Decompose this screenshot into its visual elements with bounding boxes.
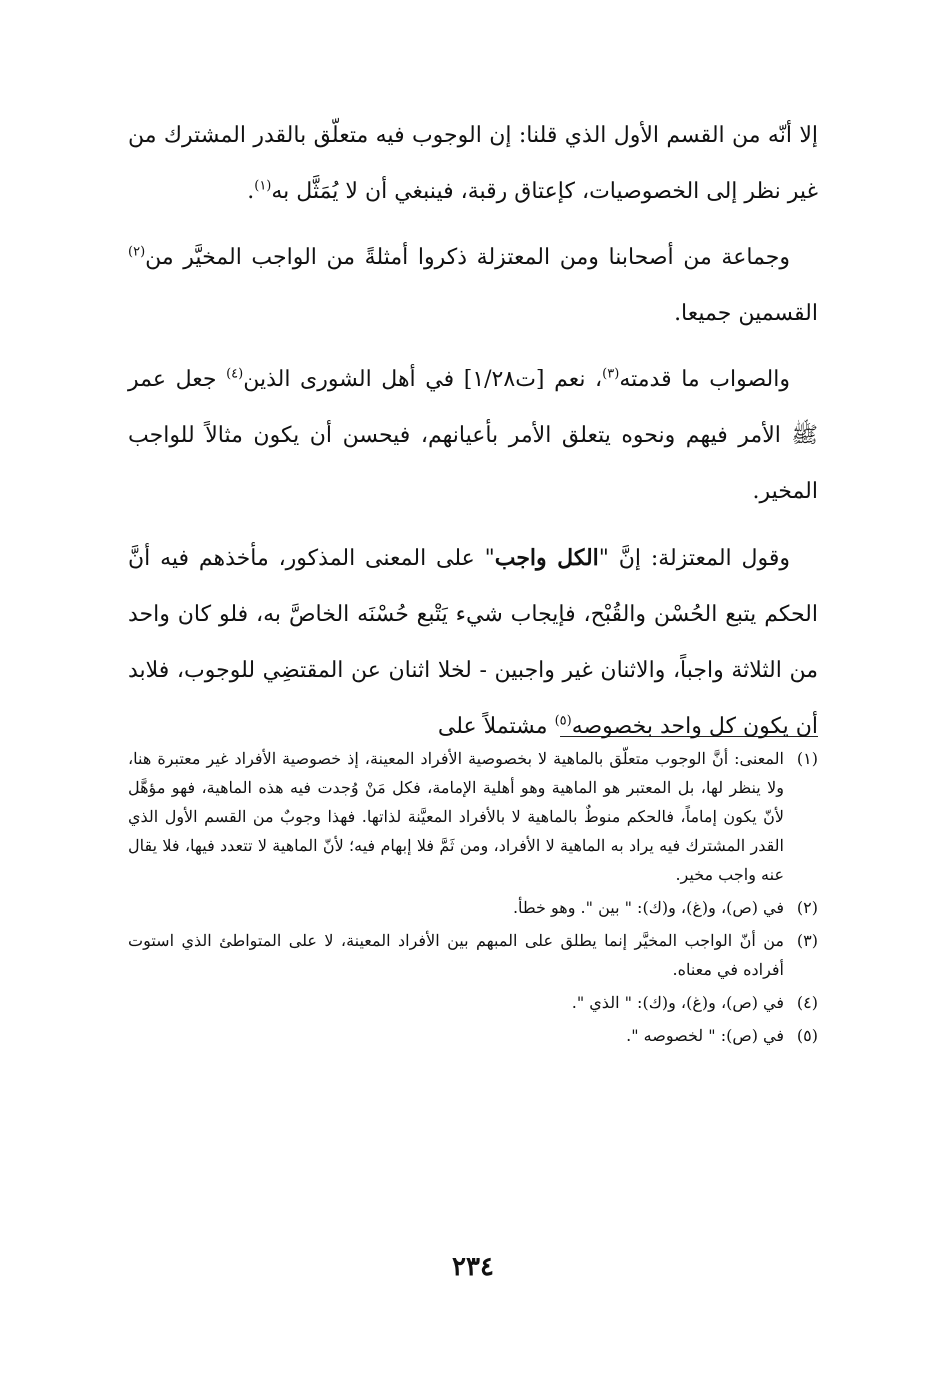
footnote-3	[128, 926, 818, 984]
footnote-number: (١)	[796, 749, 818, 768]
paragraph-1	[128, 108, 818, 220]
paragraph-text: " على المعنى المذكور، مأخذهم فيه أنَّ الحكم يتبع الحُسْن والقُبْح، فإيجاب شيء يَتْبع حُسْنَه الخاصَّ به، فلو كان واحد من الثلاثة واجباً، والاثنان غير واجبين - لخلا اثنان عن المقتضِي للوجوب، فلابد أن يكون كل واحد بخصوصه	[128, 546, 818, 739]
paragraph-2	[128, 230, 818, 342]
paragraph-4	[128, 530, 818, 755]
footnote-number: (٣)	[796, 931, 818, 950]
footnote-ref-1: (١)	[254, 178, 272, 194]
paragraph-text: .	[247, 179, 255, 204]
footnote-4	[128, 988, 818, 1017]
paragraph-text: وقول المعتزلة: إنَّ "	[598, 546, 790, 571]
footnote-1	[128, 744, 818, 889]
footnote-number: (٥)	[796, 1026, 818, 1045]
paragraph-text: ، نعم [ت١/٢٨] في أهل الشورى الذين	[243, 367, 603, 392]
paragraph-3	[128, 352, 818, 520]
footnote-text: في (ص): " لخصوصه ".	[626, 1026, 784, 1045]
paragraph-text: مشتملاً على	[437, 714, 555, 739]
paragraph-text: والصواب ما قدمته	[619, 367, 790, 392]
footnotes	[128, 744, 818, 1054]
footnote-text: في (ص)، و(غ)، و(ك): " الذي ".	[571, 993, 784, 1012]
footnote-ref-5: (٥)	[554, 713, 572, 729]
paragraph-text: جعل عمر ﷺ الأمر فيهم ونحوه يتعلق الأمر بأعيانهم، فيحسن أن يكون مثالاً للواجب المخير.	[128, 367, 818, 504]
footnote-text: في (ص)، و(غ)، و(ك): " بين ". وهو خطأ.	[512, 898, 784, 917]
bold-term: الكل واجب	[494, 545, 599, 571]
footnote-ref-4: (٤)	[226, 366, 244, 382]
footnote-ref-2: (٢)	[128, 244, 146, 260]
footnote-number: (٢)	[796, 898, 818, 917]
footnote-number: (٤)	[796, 993, 818, 1012]
footnote-5	[128, 1021, 818, 1050]
paragraph-text: القسمين جميعا.	[674, 301, 818, 326]
footnote-text: من أنّ الواجب المخيَّر إنما يطلق على المبهم بين الأفراد المعينة، لا على المتواطئ الذي استوت أفراده في معناه.	[128, 931, 784, 979]
paragraph-text: إلا أنّه من القسم الأول الذي قلنا: إن الوجوب فيه متعلّق بالقدر المشترك من غير نظر إلى الخصوصيات، كإعتاق رقبة، فينبغي أن لا يُمَثَّل به	[128, 123, 818, 204]
main-text	[128, 108, 818, 755]
footnote-ref-3: (٣)	[602, 366, 620, 382]
footnote-2	[128, 893, 818, 922]
footnote-text: المعنى: أنَّ الوجوب متعلّق بالماهية لا بخصوصية الأفراد المعينة، إذ خصوصية الأفراد غير معتبرة هنا، ولا ينظر لها، بل المعتبر هو الماهية وهو أهلية الإمامة، فكل مَنْ وُجدت فيه هذه الماهية، فهو مؤهَّل لأنّ يكون إماماً، فالحكم منوطٌ بالماهية لا بالأفراد المعيَّنة لذاتها. فهذا وجوبٌ من القسم الأول الذي القدر المشترك فيه يراد به الماهية لا الأفراد، ومن ثَمَّ فلا إبهام فيه؛ لأنّ الماهية لا تتعدد فيها، فلا يقال عنه واجب مخير.	[128, 749, 784, 884]
paragraph-text: وجماعة من أصحابنا ومن المعتزلة ذكروا أمثلةً من الواجب المخيَّر من	[145, 245, 790, 270]
footnote-separator	[560, 736, 818, 737]
page-number: ٢٣٤	[452, 1252, 494, 1282]
